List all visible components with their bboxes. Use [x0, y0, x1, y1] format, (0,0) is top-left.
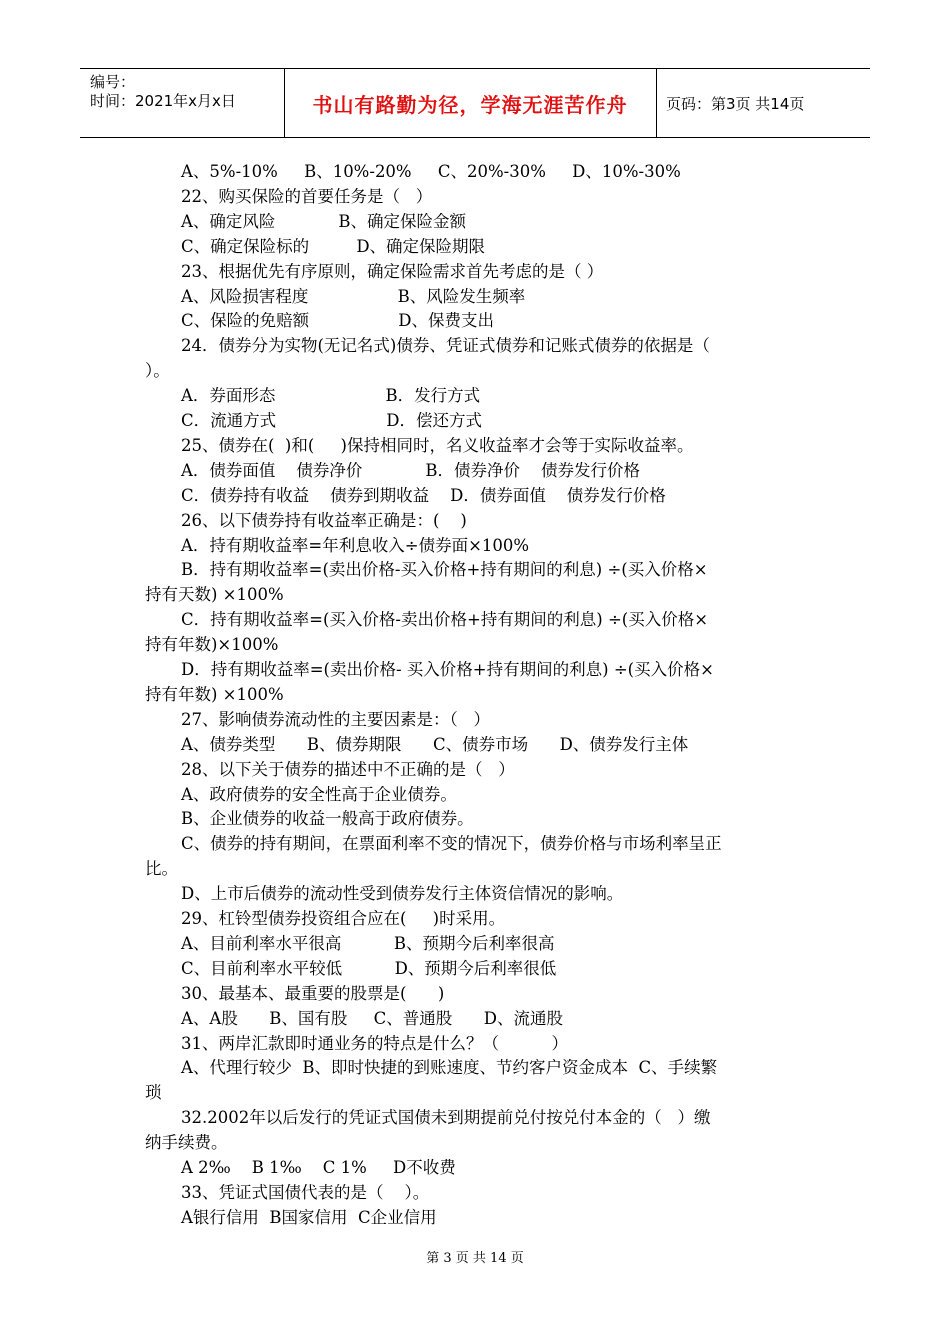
header-motto: 书山有路勤为径，学海无涯苦作舟: [312, 92, 628, 117]
text-line: ）。: [145, 361, 170, 381]
text-line: C．持有期收益率=(买入价格-卖出价格+持有期间的利息) ÷(买入价格×: [181, 610, 709, 630]
text-line: A、政府债券的安全性高于企业债券。: [181, 784, 457, 804]
text-line: C、债券的持有期间，在票面利率不变的情况下，债券价格与市场利率呈正: [181, 834, 722, 854]
text-line: 纳手续费。: [145, 1133, 228, 1153]
text-line: B．持有期收益率=(卖出价格-买入价格+持有期间的利息) ÷(买入价格×: [181, 560, 708, 580]
text-line: A 2‰ B 1‰ C 1% D不收费: [181, 1158, 456, 1177]
text-line: 22、购买保险的首要任务是（ ）: [181, 186, 433, 206]
text-line: A、债券类型 B、债券期限 C、债券市场 D、债券发行主体: [181, 734, 689, 754]
header-page-info: 页码：第3页 共14页: [666, 95, 805, 113]
text-line: 比。: [145, 859, 178, 879]
header-divider: [656, 69, 657, 137]
text-line: C、确定保险标的 D、确定保险期限: [181, 236, 486, 256]
page-header: [80, 68, 870, 138]
text-line: A．债券面值 债券净价 B．债券净价 债券发行价格: [181, 460, 640, 480]
text-line: C．流通方式 D．偿还方式: [181, 411, 482, 430]
text-line: A．持有期收益率=年利息收入÷债券面×100%: [181, 535, 530, 555]
text-line: 持有年数) ×100%: [145, 684, 284, 704]
document-date: 时间：2021年x月x日: [90, 92, 236, 110]
text-line: A、目前利率水平很高 B、预期今后利率很高: [181, 933, 555, 953]
text-line: 31、两岸汇款即时通业务的特点是什么？（ ）: [181, 1033, 568, 1053]
text-line: 28、以下关于债券的描述中不正确的是（ ）: [181, 759, 515, 779]
text-line: B、企业债券的收益一般高于政府债券。: [181, 809, 474, 829]
text-line: D、上市后债券的流动性受到债券发行主体资信情况的影响。: [181, 884, 624, 904]
text-line: 33、凭证式国债代表的是（ ）。: [181, 1182, 430, 1202]
text-line: 27、影响债券流动性的主要因素是：（ ）: [181, 709, 490, 729]
text-line: 30、最基本、最重要的股票是( ): [181, 983, 445, 1003]
text-line: A银行信用 B国家信用 C企业信用: [181, 1207, 437, 1227]
text-line: 24．债券分为实物(无记名式)债券、凭证式债券和记账式债券的依据是（: [181, 336, 710, 356]
text-line: A、A股 B、国有股 C、普通股 D、流通股: [181, 1008, 563, 1028]
text-line: C．债券持有收益 债券到期收益 D．债券面值 债券发行价格: [181, 485, 666, 505]
text-line: 琐: [145, 1083, 162, 1103]
text-line: C、目前利率水平较低 D、预期今后利率很低: [181, 958, 557, 978]
text-line: C、保险的免赔额 D、保费支出: [181, 311, 495, 331]
text-line: A、确定风险 B、确定保险金额: [181, 211, 466, 231]
text-line: A、代理行较少 B、即时快捷的到账速度、节约客户资金成本 C、手续繁: [181, 1058, 718, 1078]
text-line: 持有天数) ×100%: [145, 585, 284, 605]
text-line: 29、杠铃型债券投资组合应在( )时采用。: [181, 909, 506, 928]
text-line: A、风险损害程度 B、风险发生频率: [181, 286, 526, 306]
text-line: 26、以下债券持有收益率正确是：( ): [181, 510, 467, 530]
document-number-label: 编号：: [90, 73, 136, 91]
text-line: 32.2002年以后发行的凭证式国债未到期提前兑付按兑付本金的（ ）缴: [181, 1108, 711, 1128]
text-line: A、5%-10% B、10%-20% C、20%-30% D、10%-30%: [181, 162, 681, 181]
page-footer: 第 3 页 共 14 页: [426, 1251, 524, 1266]
text-line: 持有年数)×100%: [145, 635, 279, 655]
text-line: 23、根据优先有序原则，确定保险需求首先考虑的是（ ）: [181, 261, 604, 281]
text-line: A．券面形态 B．发行方式: [181, 386, 481, 406]
text-line: D．持有期收益率=(卖出价格- 买入价格+持有期间的利息) ÷(买入价格×: [181, 660, 714, 679]
text-line: 25、债券在( )和( )保持相同时，名义收益率才会等于实际收益率。: [181, 435, 694, 455]
